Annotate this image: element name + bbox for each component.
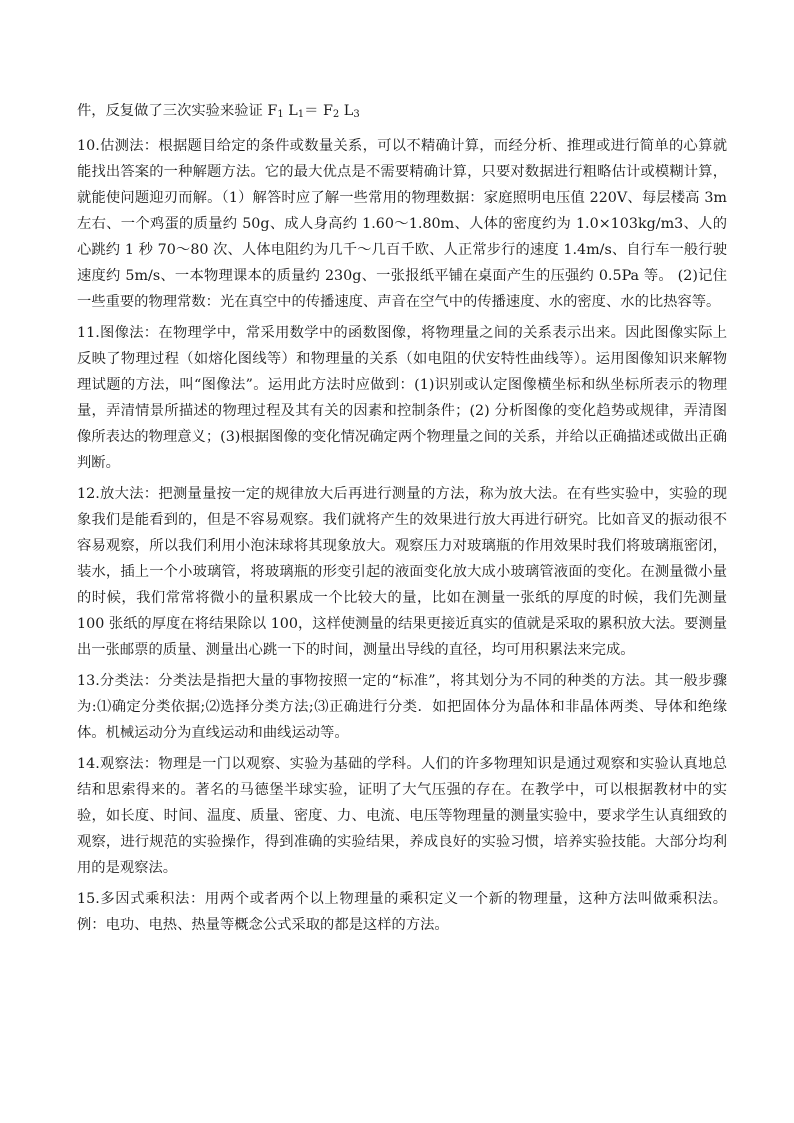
paragraph-classification-method: 13.分类法：分类法是指把大量的事物按照一定的“标准”，将其划分为不同的种类的方法。其一般步骤为:⑴确定分类依据;⑵选择分类方法;⑶正确进行分类．如把固体分为晶体和非晶体两类、导体和绝缘体。机械运动分为直线运动和曲线运动等。 (77, 673, 727, 741)
subscript: 3 (353, 109, 360, 120)
document-body (77, 98, 727, 938)
text-run: ＝ F (304, 103, 333, 119)
paragraph-estimation-method: 10.估测法：根据题目给定的条件或数量关系，可以不精确计算，而经分析、推理或进行简单的心算就能找出答案的一种解题方法。它的最大优点是不需要精确计算，只要对数据进行粗略估计或模糊计算，就能使问题迎刃而解。（1）解答时应了解一些常用的物理数据：家庭照明电压值 220V、每层楼高 3m 左右、一个鸡蛋的质量约 50g、成人身高约 1.60～1.80m、人体的密度约为 1.0×103kg/m3、人的心跳约 1 秒 70～80 次、人体电阻约为几千～几百千欧、人正常步行的速度 1.4m/s、自行车一般行驶速度约 5m/s、一本物理课本的质量约 230g、一张报纸平铺在桌面产生的压强约 0.5Pa 等。 (2)记住一些重要的物理常数：光在真空中的传播速度、声音在空气中的传播速度、水的密度、水的比热容等。 (77, 138, 727, 310)
text-run: L (283, 103, 298, 119)
paragraph-amplification-method: 12.放大法：把测量量按一定的规律放大后再进行测量的方法，称为放大法。在有些实验中，实验的现象我们是能看到的，但是不容易观察。我们就将产生的效果进行放大再进行研究。比如音叉的振动很不容易观察，所以我们利用小泡沫球将其现象放大。观察压力对玻璃瓶的作用效果时我们将玻璃瓶密闭，装水，插上一个小玻璃管，将玻璃瓶的形变引起的液面变化放大成小玻璃管液面的变化。在测量微小量的时候，我们常常将微小的量积累成一个比较大的量，比如在测量一张纸的厚度的时候，我们先测量 100 张纸的厚度在将结果除以 100，这样使测量的结果更接近真实的值就是采取的累积放大法。要测量出一张邮票的质量、测量出心跳一下的时间，测量出导线的直径，均可用积累法来完成。 (77, 486, 727, 658)
paragraph-observation-method: 14.观察法：物理是一门以观察、实验为基础的学科。人们的许多物理知识是通过观察和实验认真地总结和思索得来的。著名的马德堡半球实验，证明了大气压强的存在。在教学中，可以根据教材中的实验，如长度、时间、温度、质量、密度、力、电流、电压等物理量的测量实验中，要求学生认真细致的观察，进行规范的实验操作，得到准确的实验结果，养成良好的实验习惯，培养实验技能。大部分均利用的是观察法。 (77, 756, 727, 876)
paragraph-continuation (77, 98, 727, 128)
paragraph-product-method: 15.多因式乘积法：用两个或者两个以上物理量的乘积定义一个新的物理量，这种方法叫做乘积法。例：电功、电热、热量等概念公式采取的都是这样的方法。 (77, 891, 727, 933)
text-run: L (339, 103, 354, 119)
subscript: 1 (277, 109, 284, 120)
paragraph-graph-method: 11.图像法：在物理学中，常采用数学中的函数图像，将物理量之间的关系表示出来。因此图像实际上反映了物理过程（如熔化图线等）和物理量的关系（如电阻的伏安特性曲线等）。运用图像知识来解物理试题的方法，叫“图像法”。运用此方法时应做到：(1)识别或认定图像横坐标和纵坐标所表示的物理量，弄清情景所描述的物理过程及其有关的因素和控制条件；(2) 分析图像的变化趋势或规律，弄清图像所表达的物理意义；(3)根据图像的变化情况确定两个物理量之间的关系，并给以正确描述或做出正确判断。 (77, 325, 727, 471)
subscript: 1 (297, 109, 305, 120)
subscript: 2 (332, 109, 340, 120)
text-run: 件，反复做了三次实验来验证 F (77, 103, 278, 119)
